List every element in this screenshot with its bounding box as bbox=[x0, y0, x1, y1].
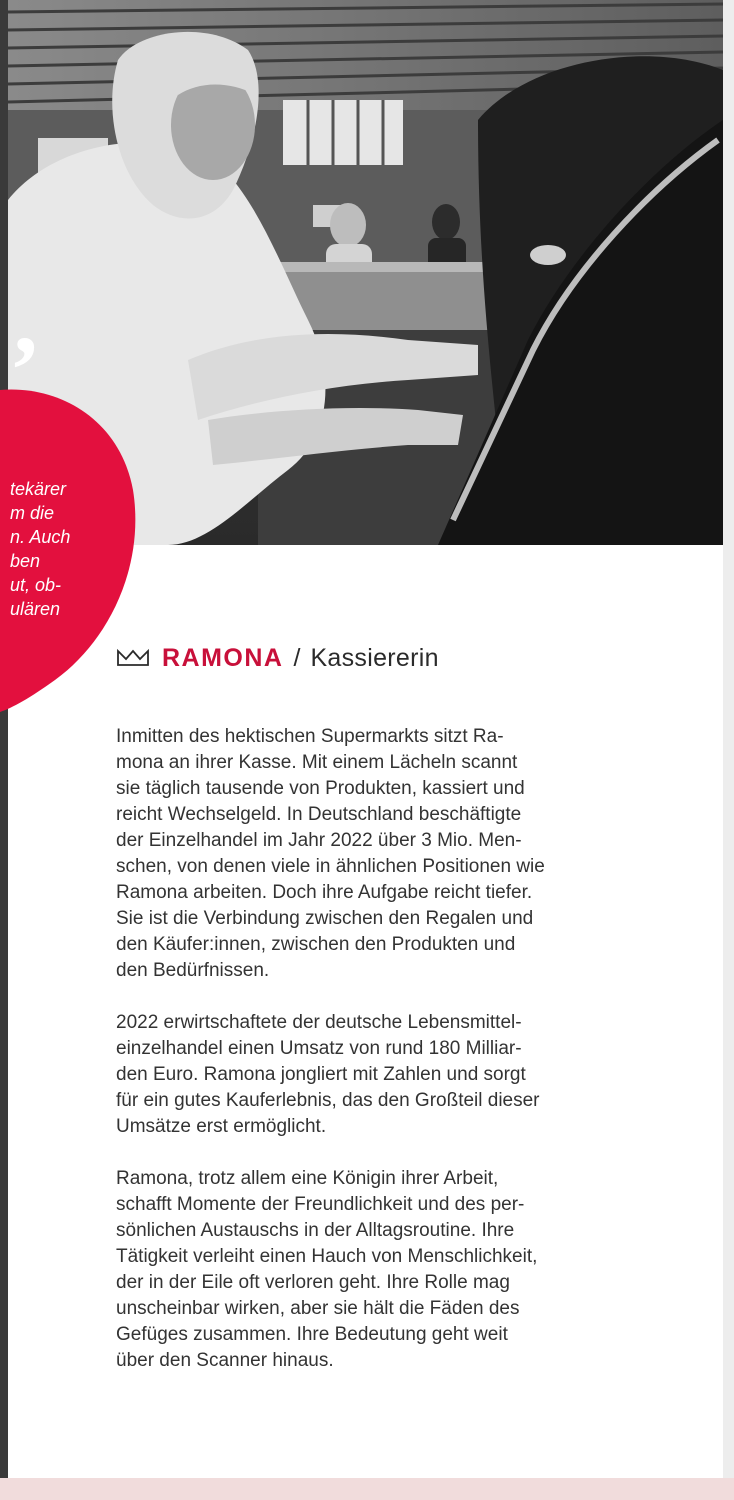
quote-line: tekärer bbox=[10, 479, 67, 499]
text-line: über den Scanner hinaus. bbox=[116, 1350, 334, 1371]
person-name: RAMONA bbox=[162, 643, 284, 672]
text-line: der in der Eile oft verloren geht. Ihre Rolle mag bbox=[116, 1272, 510, 1293]
text-line: für ein gutes Kauferlebnis, das den Großteil dieser bbox=[116, 1090, 540, 1111]
text-line: Umsätze erst ermöglicht. bbox=[116, 1116, 327, 1137]
quote-line: ut, ob- bbox=[10, 575, 62, 595]
closing-quote-icon: ’ bbox=[9, 316, 41, 423]
page-edge-left bbox=[0, 0, 8, 1500]
paragraph bbox=[116, 1166, 636, 1374]
text-line: Ramona arbeiten. Doch ihre Aufgabe reicht tiefer. bbox=[116, 882, 533, 903]
text-line: schen, von denen viele in ähnlichen Positionen wie bbox=[116, 856, 545, 877]
quote-line: n. Auch bbox=[10, 527, 71, 547]
heading-separator: / bbox=[293, 643, 301, 672]
text-line: unscheinbar wirken, aber sie hält die Fäden des bbox=[116, 1298, 520, 1319]
text-line: einzelhandel einen Umsatz von rund 180 Milliar- bbox=[116, 1038, 522, 1059]
text-line: den Käufer:innen, zwischen den Produkten und bbox=[116, 934, 516, 955]
text-line: schafft Momente der Freundlichkeit und des per- bbox=[116, 1194, 525, 1215]
text-line: Gefüges zusammen. Ihre Bedeutung geht weit bbox=[116, 1324, 508, 1345]
text-line: Inmitten des hektischen Supermarkts sitzt Ra- bbox=[116, 726, 504, 747]
paragraph bbox=[116, 1010, 636, 1140]
quote-line: m die bbox=[10, 503, 55, 523]
text-line: den Bedürfnissen. bbox=[116, 960, 270, 981]
text-line: Tätigkeit verleiht einen Hauch von Menschlichkeit, bbox=[116, 1246, 538, 1267]
article-body bbox=[116, 724, 636, 1400]
paragraph bbox=[116, 724, 636, 984]
text-line: sie täglich tausende von Produkten, kassiert und bbox=[116, 778, 525, 799]
section-heading bbox=[116, 640, 439, 676]
person-role: Kassiererin bbox=[310, 643, 439, 672]
page-edge-right bbox=[723, 0, 734, 1500]
crown-icon bbox=[116, 648, 150, 668]
text-line: Ramona, trotz allem eine Königin ihrer Arbeit, bbox=[116, 1168, 499, 1189]
text-line: Sie ist die Verbindung zwischen den Regalen und bbox=[116, 908, 534, 929]
text-line: 2022 erwirtschaftete der deutsche Lebensmittel- bbox=[116, 1012, 522, 1033]
text-line: mona an ihrer Kasse. Mit einem Lächeln scannt bbox=[116, 752, 518, 773]
text-line: reicht Wechselgeld. In Deutschland beschäftigte bbox=[116, 804, 522, 825]
bottom-color-band bbox=[0, 1478, 734, 1500]
quote-line: ulären bbox=[10, 599, 61, 619]
text-line: der Einzelhandel im Jahr 2022 über 3 Mio. Men- bbox=[116, 830, 522, 851]
quote-line: ben bbox=[10, 551, 41, 571]
text-line: sönlichen Austauschs in der Alltagsroutine. Ihre bbox=[116, 1220, 515, 1241]
text-line: den Euro. Ramona jongliert mit Zahlen und sorgt bbox=[116, 1064, 526, 1085]
